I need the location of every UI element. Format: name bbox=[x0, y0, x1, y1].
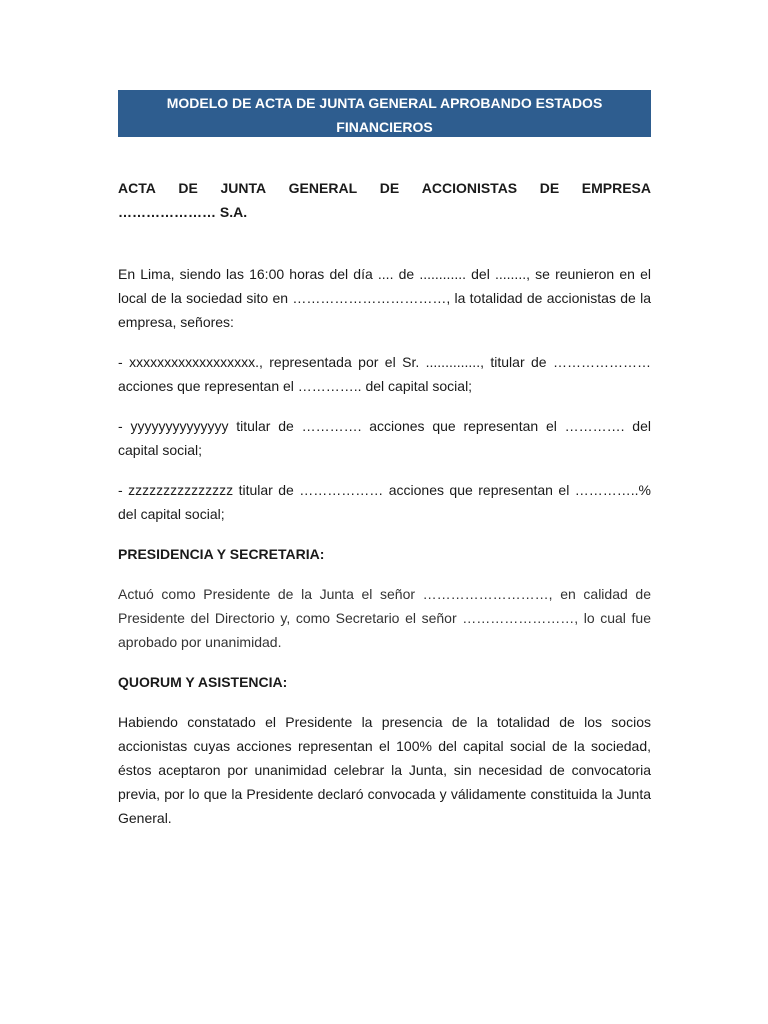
acta-heading-word: EMPRESA bbox=[581, 180, 651, 196]
document-title-banner bbox=[118, 90, 651, 137]
intro-line: En Lima, siendo las 16:00 horas del día .... de ............ del ........, se reunieron en el bbox=[118, 266, 651, 282]
acta-heading-line-2: ………………… S.A. bbox=[118, 204, 248, 220]
document-title-line-1: MODELO DE ACTA DE JUNTA GENERAL APROBANDO ESTADOS bbox=[166, 95, 603, 111]
acta-heading-word: DE bbox=[539, 180, 560, 196]
acta-heading-word: ACCIONISTAS bbox=[421, 180, 518, 196]
acta-heading-word: DE bbox=[178, 180, 198, 196]
shareholder-paragraph-3 bbox=[118, 478, 651, 526]
quorum-line: éstos aceptaron por unanimidad celebrar la Junta, sin necesidad de convocatoria bbox=[118, 762, 651, 778]
presidencia-line: Presidente del Directorio y, como Secretario el señor ……………………, lo cual fue bbox=[118, 610, 651, 626]
quorum-line: Habiendo constatado el Presidente la presencia de la totalidad de los socios bbox=[118, 714, 651, 730]
shareholder-line: - yyyyyyyyyyyyyy titular de …………. acciones que representan el …………. del bbox=[118, 418, 651, 434]
intro-paragraph bbox=[118, 262, 651, 334]
acta-heading bbox=[118, 176, 651, 224]
shareholder-line: capital social; bbox=[118, 442, 203, 458]
acta-heading-word: ACTA bbox=[118, 180, 156, 196]
intro-line: local de la sociedad sito en ……………………………, la totalidad de accionistas de la bbox=[118, 290, 651, 306]
shareholder-paragraph-2 bbox=[118, 414, 651, 462]
quorum-heading: QUORUM Y ASISTENCIA: bbox=[118, 674, 288, 690]
shareholder-line: - xxxxxxxxxxxxxxxxxx., representada por el Sr. .............., titular de ………………… bbox=[118, 354, 651, 370]
presidencia-line: Actuó como Presidente de la Junta el señor ………………………, en calidad de bbox=[118, 586, 651, 602]
intro-line: empresa, señores: bbox=[118, 314, 234, 330]
presidencia-heading: PRESIDENCIA Y SECRETARIA: bbox=[118, 546, 325, 562]
document-page bbox=[118, 90, 651, 830]
acta-heading-word: DE bbox=[379, 180, 400, 196]
document-title-line-2: FINANCIEROS bbox=[336, 119, 433, 135]
quorum-paragraph bbox=[118, 710, 651, 830]
shareholder-line: acciones que representan el ………….. del capital social; bbox=[118, 378, 473, 394]
shareholder-line: - zzzzzzzzzzzzzzz titular de ……………… acciones que representan el …………..% bbox=[118, 482, 651, 498]
acta-heading-word: JUNTA bbox=[220, 180, 267, 196]
quorum-line: General. bbox=[118, 810, 172, 826]
shareholder-line: del capital social; bbox=[118, 506, 225, 522]
acta-heading-line-1 bbox=[118, 176, 651, 200]
quorum-line: accionistas cuyas acciones representan el 100% del capital social de la sociedad, bbox=[118, 738, 651, 754]
acta-heading-word: GENERAL bbox=[288, 180, 358, 196]
presidencia-line: aprobado por unanimidad. bbox=[118, 634, 282, 650]
shareholder-paragraph-1 bbox=[118, 350, 651, 398]
quorum-line: previa, por lo que la Presidente declaró convocada y válidamente constituida la Junta bbox=[118, 786, 651, 802]
presidencia-paragraph bbox=[118, 582, 651, 654]
